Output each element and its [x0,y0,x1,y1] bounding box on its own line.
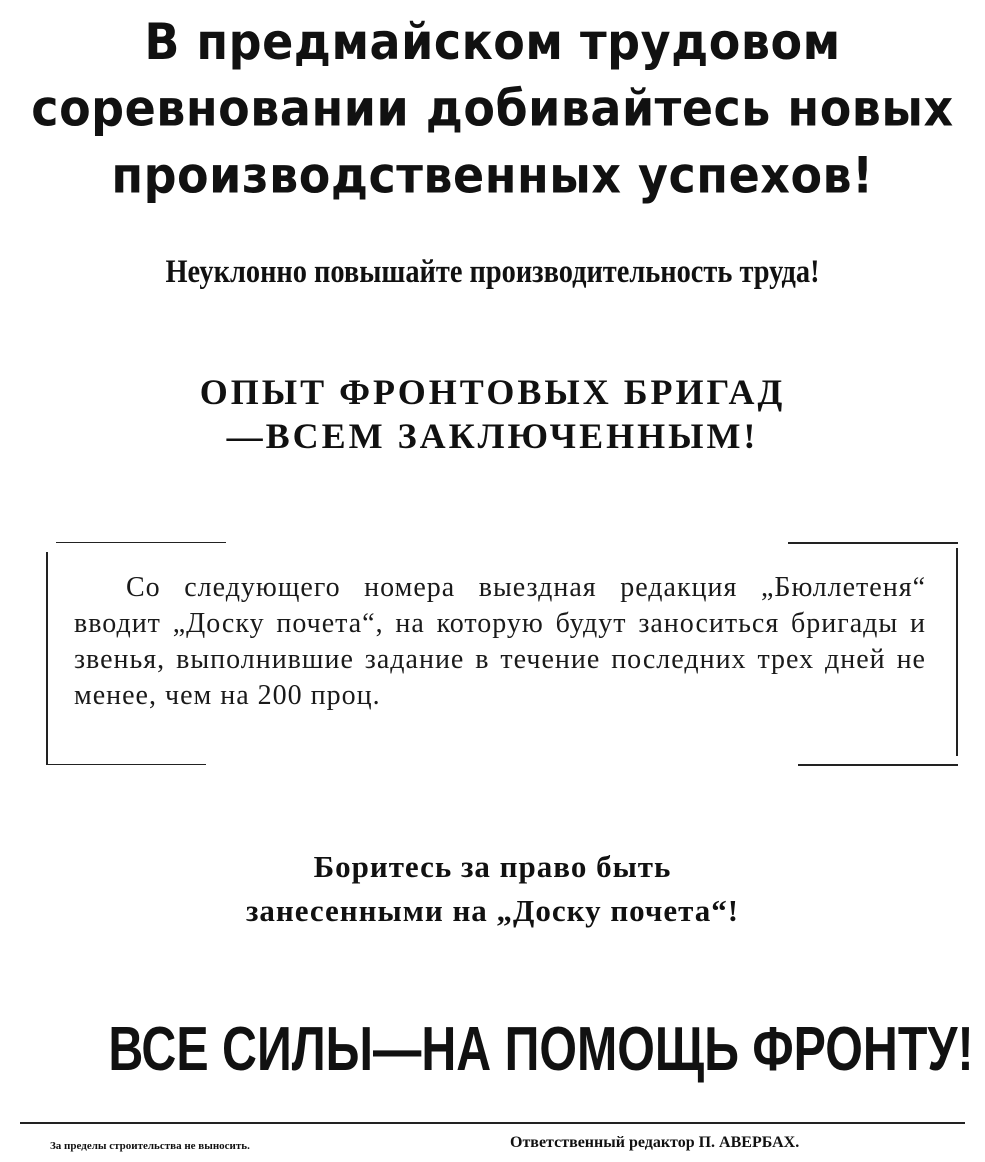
footer-editor-credit: Ответственный редактор П. АВЕРБАХ. [510,1134,800,1151]
front-slogan: ВСЕ СИЛЫ—НА ПОМОЩЬ ФРОНТУ! [108,1015,974,1084]
headline-line-1: В предмайском трудовом [144,12,841,71]
notice-rule-bottom-left [46,764,206,765]
notice-rule-left [46,552,48,764]
call-line-2: занесенными на „Доску почета“! [245,893,740,928]
notice-box [46,542,958,766]
call-line-1: Боритесь за право быть [313,849,672,884]
productivity-slogan: Неуклонно повышайте производительность труда! [165,254,820,290]
notice-rule-bottom-right [798,764,958,766]
notice-rule-right [956,548,958,756]
footer-divider [20,1122,965,1124]
headline-line-2: соревновании добивайтесь новых [31,79,954,138]
footer-distribution-note: За пределы строительства не выносить. [50,1140,250,1152]
brigades-subhead [0,370,985,458]
subhead-line-1: ОПЫТ ФРОНТОВЫХ БРИГАД [199,372,786,412]
notice-text: Со следующего номера выездная редакция „Бюллетеня“ вводит „Доску почета“, на которую будут заноситься бригады и звенья, выполнившие задание в течение последних трех дней не менее, чем на 200 проц. [74,572,926,711]
headline-line-3: производственных успехов! [111,146,874,205]
notice-rule-top-left [56,542,226,543]
notice-rule-top-right [788,542,958,544]
honor-board-call [0,845,985,933]
main-headline [0,8,985,209]
subhead-line-2: —ВСЕМ ЗАКЛЮЧЕННЫМ! [226,416,759,456]
